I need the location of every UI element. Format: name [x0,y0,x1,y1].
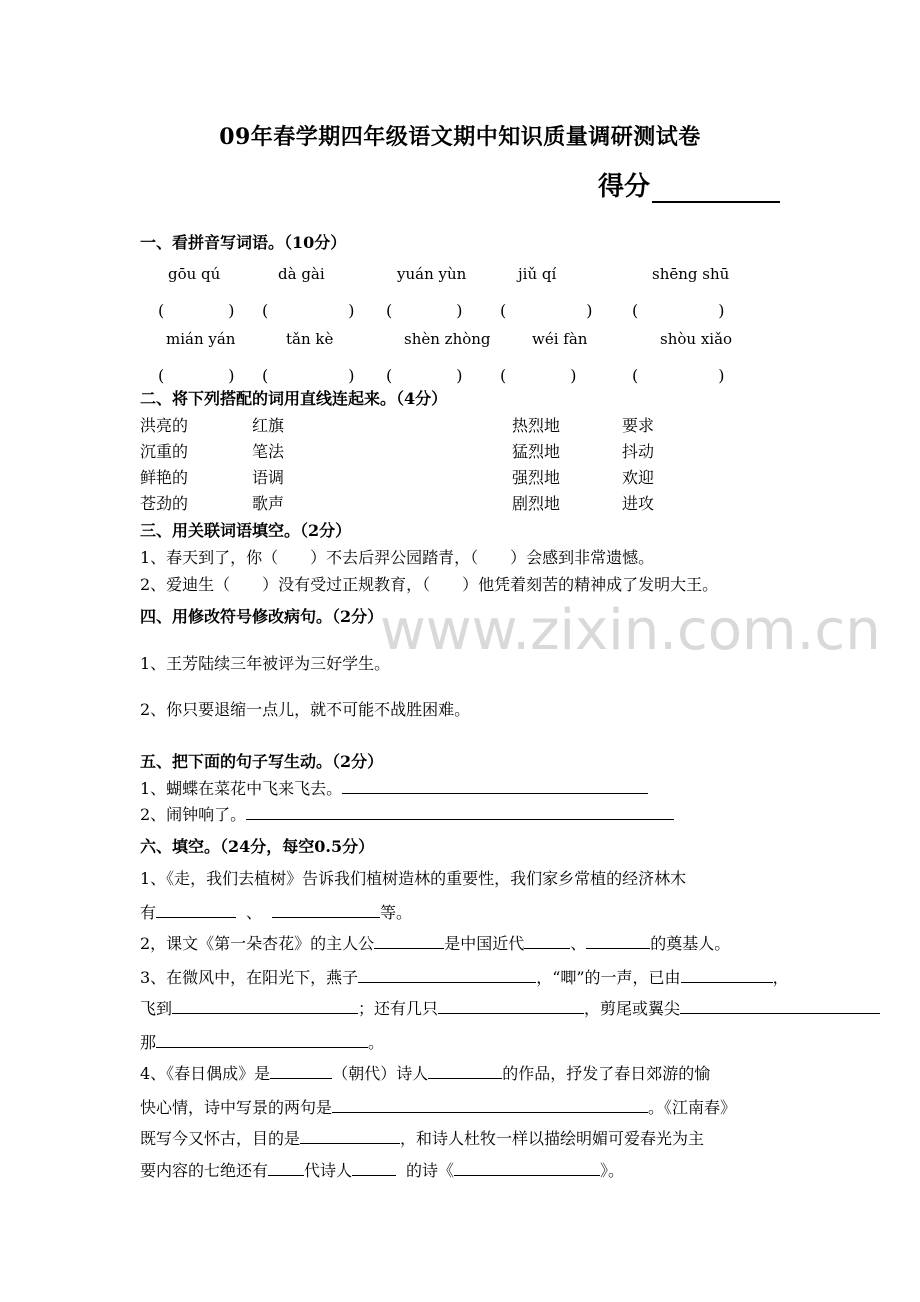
question-6-3-line-2 [140,996,880,1019]
pinyin-2: dà gài [278,265,325,283]
text: 的诗《 [406,1161,455,1180]
text: 。 [368,1033,385,1052]
match-left-word: 强烈地 [512,468,561,487]
answer-blank[interactable] [246,804,674,820]
question-6-1-blanks [140,900,412,923]
match-left-word: 苍劲的 [140,494,189,513]
match-left-word: 剧烈地 [512,494,561,513]
answer-blank[interactable] [156,1032,368,1048]
text: 3、在微风中，在阳光下，燕子 [140,968,359,987]
match-left-word: 沉重的 [140,442,189,461]
score-blank[interactable] [652,177,780,203]
answer-blank[interactable] [342,778,648,794]
text: 快心情，诗中写景的两句是 [140,1098,333,1117]
question-text: 2、闹钟响了。 [140,805,247,824]
answer-box[interactable]: ( ) [500,366,577,385]
text: 、 [246,903,263,922]
page-title: 09年春学期四年级语文期中知识质量调研测试卷 [219,124,701,150]
question-6-2 [140,931,730,954]
text: （朝代）诗人 [332,1064,429,1083]
question-4-2: 2、你只要退缩一点儿，就不可能不战胜困难。 [140,700,471,719]
match-right-word: 要求 [622,416,655,435]
text: 、 [570,934,587,953]
question-6-3-line-3 [140,1030,384,1053]
text: 那 [140,1033,157,1052]
answer-blank[interactable] [156,902,236,918]
answer-blank[interactable] [268,1160,304,1176]
answer-blank[interactable] [454,1160,600,1176]
text: 有 [140,903,157,922]
question-5-2 [140,802,674,825]
score-label: 得分 [598,172,651,202]
question-4-1: 1、王芳陆续三年被评为三好学生。 [140,654,391,673]
answer-blank[interactable] [332,1097,648,1113]
text: 2，课文《第一朵杏花》的主人公 [140,934,375,953]
answer-box[interactable]: ( ) [632,301,725,320]
match-right-word: 欢迎 [622,468,655,487]
answer-blank[interactable] [681,967,773,983]
answer-blank[interactable] [680,998,880,1014]
text: 的作品，抒发了春日郊游的愉 [502,1064,711,1083]
answer-blank[interactable] [270,1063,332,1079]
pinyin-4: jiǔ qí [518,265,557,283]
match-left-word: 猛烈地 [512,442,561,461]
question-6-4-line-4 [140,1158,624,1181]
text: ，“唧”的一声，已由 [536,968,681,987]
text: ， [772,968,789,987]
match-right-word: 抖动 [622,442,655,461]
answer-box[interactable]: ( ) [262,366,355,385]
score-field[interactable] [598,166,780,203]
question-6-4 [140,1061,710,1084]
pinyin-7: tǎn kè [286,330,334,348]
question-6-1: 1、《走，我们去植树》告诉我们植树造林的重要性，我们家乡常植的经济林木 [140,869,687,888]
match-left-word: 洪亮的 [140,416,189,435]
text: 的奠基人。 [650,934,731,953]
match-left-word: 热烈地 [512,416,561,435]
question-5-1 [140,776,648,799]
text: 要内容的七绝还有 [140,1161,269,1180]
question-3-1: 1、春天到了，你（ ）不去后羿公园踏青，（ ）会感到非常遗憾。 [140,548,655,567]
text: 。《江南春》 [648,1098,737,1117]
match-right-word: 红旗 [252,416,285,435]
match-right-word: 笔法 [252,442,285,461]
section-5-heading: 五、把下面的句子写生动。（2分） [140,752,384,771]
text: 》。 [600,1161,625,1180]
text: 等。 [380,903,413,922]
pinyin-5: shēng shū [652,265,730,283]
text: 4、《春日偶成》是 [140,1064,271,1083]
pinyin-8: shèn zhòng [404,330,491,348]
question-text: 1、蝴蝶在菜花中飞来飞去。 [140,779,343,798]
pinyin-1: gōu qú [168,265,221,283]
answer-blank[interactable] [428,1063,502,1079]
section-6-heading: 六、填空。（24分，每空0.5分） [140,837,375,856]
pinyin-10: shòu xiǎo [660,330,733,348]
answer-blank[interactable] [358,967,536,983]
section-3-heading: 三、用关联词语填空。（2分） [140,521,352,540]
answer-blank[interactable] [586,933,650,949]
answer-box[interactable]: ( ) [386,366,463,385]
question-3-2: 2、爱迪生（ ）没有受过正规教育，（ ）他凭着刻苦的精神成了发明大王。 [140,575,719,594]
answer-blank[interactable] [172,998,358,1014]
pinyin-9: wéi fàn [532,330,588,348]
answer-blank[interactable] [374,933,444,949]
text: ；还有几只 [358,999,439,1018]
answer-box[interactable]: ( ) [500,301,593,320]
question-6-4-line-2 [140,1095,736,1118]
answer-blank[interactable] [524,933,570,949]
section-4-heading: 四、用修改符号修改病句。（2分） [140,607,384,626]
answer-box[interactable]: ( ) [386,301,463,320]
match-left-word: 鲜艳的 [140,468,189,487]
answer-box[interactable]: ( ) [158,301,235,320]
watermark: www.zixin.com.cn [380,598,881,663]
match-right-word: 语调 [252,468,285,487]
text: ，和诗人杜牧一样以描绘明媚可爱春光为主 [400,1129,705,1148]
text: 是中国近代 [444,934,525,953]
answer-blank[interactable] [352,1160,396,1176]
text: 飞到 [140,999,173,1018]
text: 既写今又怀古，目的是 [140,1129,301,1148]
text: 代诗人 [304,1161,353,1180]
match-right-word: 歌声 [252,494,285,513]
question-6-4-line-3 [140,1126,704,1149]
answer-box[interactable]: ( ) [262,301,355,320]
answer-box[interactable]: ( ) [632,366,725,385]
answer-blank[interactable] [272,902,380,918]
answer-box[interactable]: ( ) [158,366,235,385]
section-2-heading: 二、将下列搭配的词用直线连起来。（4分） [140,389,448,408]
match-right-word: 进攻 [622,494,655,513]
section-1-heading: 一、看拼音写词语。（10分） [140,233,347,252]
answer-blank[interactable] [300,1128,400,1144]
pinyin-3: yuán yùn [397,265,467,283]
question-6-3 [140,965,789,988]
answer-blank[interactable] [438,998,584,1014]
text: ，剪尾或翼尖 [584,999,681,1018]
pinyin-6: mián yán [166,330,236,348]
